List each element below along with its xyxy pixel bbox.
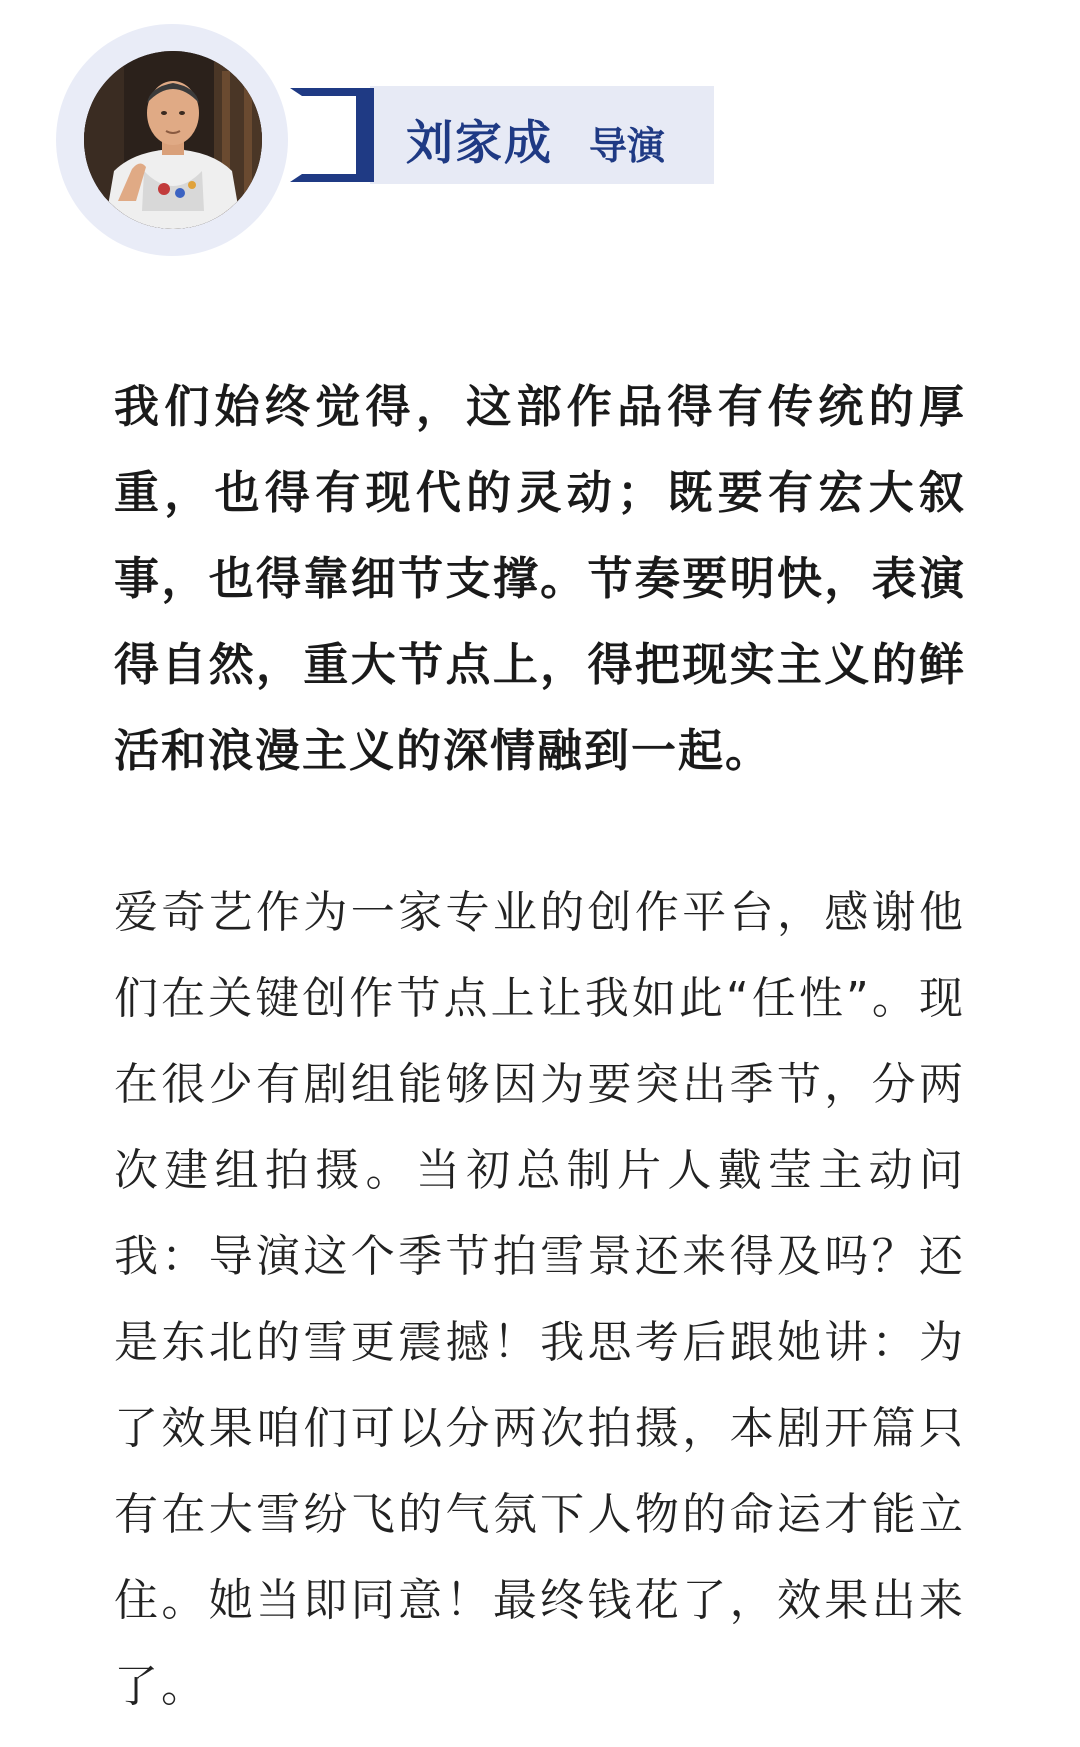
name-plate <box>290 86 714 184</box>
avatar <box>84 51 262 229</box>
person-portrait-icon <box>84 51 262 229</box>
director-name: 刘家成 <box>406 116 553 171</box>
director-role: 导演 <box>589 124 666 168</box>
director-header <box>0 0 1080 270</box>
name-text <box>406 106 666 171</box>
body-paragraph: 爱奇艺作为一家专业的创作平台，感谢他们在关键创作节点上让我如此“任性”。现在很少有剧组能够因为要突出季节，分两次建组拍摄。当初总制片人戴莹主动问我：导演这个季节拍雪景还来得及吗？还是东北的雪更震撼！我思考后跟她讲：为了效果咱们可以分两次拍摄，本剧开篇只有在大雪纷飞的气氛下人物的命运才能立住。她当即同意！最终钱花了，效果出来了。 <box>114 887 966 1712</box>
quote-paragraph-bold: 我们始终觉得，这部作品得有传统的厚重，也得有现代的灵动；既要有宏大叙事，也得靠细节支撑。节奏要明快，表演得自然，重大节点上，得把现实主义的鲜活和浪漫主义的深情融到一起。 <box>114 380 966 777</box>
